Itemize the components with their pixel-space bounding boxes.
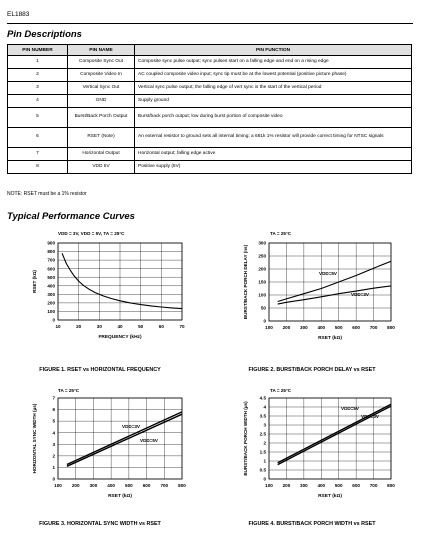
x-tick-label: 200	[282, 483, 291, 488]
x-tick-label: 20	[76, 324, 82, 329]
chart-condition: VDD = 3V, VDD = 5V, TA = 25°C	[58, 231, 125, 236]
series-label: VDD=5V	[140, 438, 159, 443]
pin-number: 5	[8, 108, 68, 128]
chart-condition: TA = 25°C	[58, 388, 80, 393]
y-tick-label: 0	[52, 476, 55, 482]
x-tick-label: 500	[334, 483, 343, 488]
x-tick-label: 200	[71, 483, 80, 488]
y-tick-label: 150	[258, 279, 266, 285]
y-tick-label: 0	[263, 318, 266, 324]
series-label: VDD=3V	[361, 414, 380, 419]
y-tick-label: 5	[52, 418, 55, 424]
series-label: VDD=5V	[319, 271, 338, 276]
performance-curves-heading: Typical Performance Curves	[7, 211, 135, 222]
pin-number: 6	[8, 128, 68, 148]
x-axis-label: RSET (kΩ)	[108, 494, 132, 499]
column-header-pin-name: PIN NAME	[68, 45, 135, 56]
y-tick-label: 400	[47, 283, 55, 289]
y-tick-label: 100	[258, 292, 266, 298]
y-tick-label: 700	[47, 257, 55, 263]
y-tick-label: 0	[52, 317, 55, 323]
pin-name: Composite Sync Out	[68, 56, 135, 69]
y-tick-label: 1.5	[259, 449, 266, 455]
figure-caption: FIGURE 3. HORIZONTAL SYNC WIDTH vs RSET	[39, 521, 161, 527]
document-id: EL1883	[7, 11, 30, 18]
pin-name: GND	[68, 95, 135, 108]
y-tick-label: 0.5	[259, 467, 266, 473]
y-tick-label: 3	[52, 441, 55, 447]
x-tick-label: 300	[89, 483, 98, 488]
x-tick-label: 800	[387, 325, 395, 330]
y-tick-label: 4	[263, 404, 266, 410]
y-axis-label: HORIZONTAL SYNC WIDTH (μs)	[32, 403, 37, 474]
x-tick-label: 60	[158, 324, 164, 329]
y-tick-label: 2	[263, 440, 266, 446]
x-tick-label: 100	[265, 325, 273, 330]
y-axis-label: BURST/BACK PORCH DELAY (ns)	[243, 244, 248, 320]
pin-function: Horizontal output; falling edge active	[135, 148, 412, 161]
x-tick-label: 40	[117, 324, 123, 329]
x-tick-label: 10	[55, 324, 61, 329]
pin-number: 7	[8, 148, 68, 161]
y-tick-label: 600	[47, 266, 55, 272]
y-axis-label: RSET (kΩ)	[32, 270, 37, 293]
x-axis-label: FREQUENCY (kHz)	[98, 335, 142, 340]
pin-function: An external resistor to ground sets all internal timing; a 681k 1% resistor will provide correct timing for NTSC signals	[135, 128, 412, 148]
x-tick-label: 300	[300, 325, 308, 330]
x-tick-label: 200	[282, 325, 291, 330]
y-tick-label: 2	[52, 453, 55, 459]
y-tick-label: 1	[263, 458, 266, 464]
chart-condition: TA = 25°C	[270, 231, 292, 236]
column-header-pin-number: PIN NUMBER	[8, 45, 68, 56]
resistor-note: NOTE: RSET must be a 1% resistor	[7, 191, 87, 197]
y-tick-label: 200	[47, 300, 55, 306]
x-tick-label: 800	[387, 483, 395, 488]
y-tick-label: 300	[258, 240, 266, 246]
y-tick-label: 300	[47, 291, 55, 297]
pin-descriptions-heading: Pin Descriptions	[7, 29, 82, 40]
y-tick-label: 50	[260, 305, 266, 311]
pin-name: Horizontal Output	[68, 148, 135, 161]
x-tick-label: 700	[369, 483, 378, 488]
pin-function: AC coupled composite video input; sync tip must be at the lowest potential (positive picture phase)	[135, 69, 412, 82]
pin-name: RSET (Note)	[68, 128, 135, 148]
chart-condition: TA = 25°C	[270, 388, 292, 393]
pin-name: Vertical Sync Out	[68, 82, 135, 95]
x-tick-label: 30	[96, 324, 102, 329]
x-tick-label: 500	[334, 325, 343, 330]
y-tick-label: 3.5	[259, 413, 266, 419]
series-label: VDD=3V	[351, 292, 370, 297]
pin-name: Composite Video In	[68, 69, 135, 82]
y-tick-label: 7	[52, 395, 55, 401]
series-label: VDD=5V	[341, 406, 360, 411]
x-tick-label: 100	[54, 483, 62, 488]
x-tick-label: 600	[352, 483, 360, 488]
x-tick-label: 500	[125, 483, 133, 488]
pin-function: Vertical sync pulse output; the falling edge of vert sync is the start of the vertical period	[135, 82, 412, 95]
pin-number: 1	[8, 56, 68, 69]
pin-name: Burst/Back Porch Output	[68, 108, 135, 128]
y-tick-label: 100	[47, 309, 55, 315]
y-tick-label: 3	[263, 422, 266, 428]
x-tick-label: 600	[352, 325, 360, 330]
x-axis-label: RSET (kΩ)	[318, 336, 342, 341]
x-tick-label: 400	[317, 325, 326, 330]
y-tick-label: 4	[52, 430, 55, 436]
x-tick-label: 300	[300, 483, 308, 488]
x-tick-label: 700	[369, 325, 378, 330]
x-tick-label: 100	[265, 483, 273, 488]
y-tick-label: 250	[258, 253, 266, 259]
column-header-pin-function: PIN FUNCTION	[135, 45, 412, 56]
pin-function: Burst/back porch output; low during burst portion of composite video	[135, 108, 412, 128]
x-tick-label: 800	[178, 483, 186, 488]
pin-name: VDD 5V	[68, 161, 135, 174]
x-tick-label: 600	[142, 483, 151, 488]
y-tick-label: 0	[263, 476, 266, 482]
x-tick-label: 50	[138, 324, 144, 329]
x-axis-label: RSET (kΩ)	[318, 494, 342, 499]
x-tick-label: 400	[317, 483, 326, 488]
pin-function: Positive supply (5V)	[135, 161, 412, 174]
y-tick-label: 2.5	[259, 431, 266, 437]
x-tick-label: 400	[107, 483, 115, 488]
y-tick-label: 4.5	[259, 395, 266, 401]
figure-caption: FIGURE 1. RSET vs HORIZONTAL FREQUENCY	[39, 367, 161, 373]
plot-frame	[269, 398, 391, 479]
y-tick-label: 500	[47, 274, 55, 280]
pin-function: Supply ground	[135, 95, 412, 108]
figure-caption: FIGURE 4. BURST/BACK PORCH WIDTH vs RSET	[248, 521, 376, 527]
y-tick-label: 6	[52, 407, 55, 413]
series-label: VDD=3V	[122, 424, 141, 429]
y-axis-label: BURST/BACK PORCH WIDTH (μs)	[243, 401, 248, 476]
y-tick-label: 900	[47, 240, 55, 246]
pin-number: 3	[8, 82, 68, 95]
y-tick-label: 1	[52, 465, 55, 471]
pin-function: Composite sync pulse output; sync pulses start on a falling edge and end on a rising edge	[135, 56, 412, 69]
figure-caption: FIGURE 2. BURST/BACK PORCH DELAY vs RSET	[248, 367, 376, 373]
pin-number: 8	[8, 161, 68, 174]
pin-number: 4	[8, 95, 68, 108]
y-tick-label: 200	[258, 266, 266, 272]
x-tick-label: 700	[160, 483, 169, 488]
pin-number: 2	[8, 69, 68, 82]
x-tick-label: 70	[179, 324, 185, 329]
y-tick-label: 800	[47, 249, 55, 255]
